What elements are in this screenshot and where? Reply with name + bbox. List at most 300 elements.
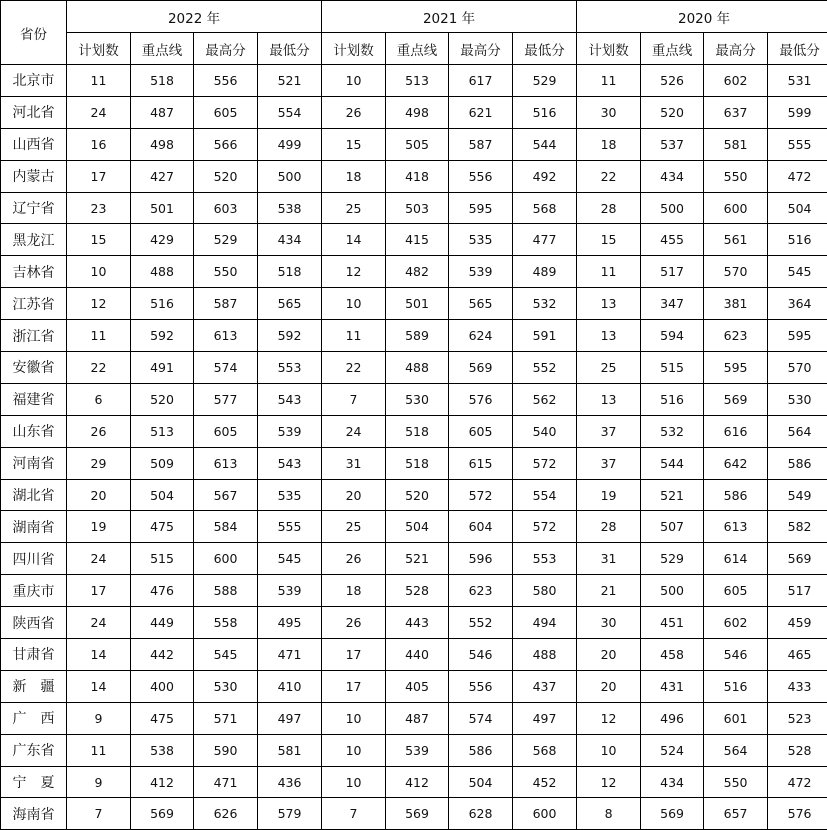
value-cell: 487 (386, 702, 449, 734)
value-cell: 517 (768, 575, 827, 607)
value-cell: 20 (577, 639, 641, 671)
value-cell: 595 (704, 352, 768, 384)
value-cell: 553 (513, 543, 577, 575)
value-cell: 442 (131, 639, 194, 671)
value-cell: 605 (194, 415, 258, 447)
province-cell: 江苏省 (1, 288, 67, 320)
header-row-years (1, 1, 827, 33)
value-cell: 497 (513, 702, 577, 734)
value-cell: 24 (322, 415, 386, 447)
province-cell: 山东省 (1, 415, 67, 447)
value-cell: 26 (322, 96, 386, 128)
value-cell: 581 (704, 128, 768, 160)
province-cell: 内蒙古 (1, 160, 67, 192)
value-cell: 605 (704, 575, 768, 607)
value-cell: 521 (386, 543, 449, 575)
value-cell: 17 (322, 639, 386, 671)
value-cell: 549 (768, 479, 827, 511)
value-cell: 17 (67, 575, 131, 607)
value-cell: 25 (577, 352, 641, 384)
value-cell: 10 (322, 702, 386, 734)
table-row (1, 256, 827, 288)
subcolumn-header: 计划数 (322, 33, 386, 65)
value-cell: 400 (131, 670, 194, 702)
value-cell: 571 (194, 702, 258, 734)
value-cell: 582 (768, 511, 827, 543)
value-cell: 12 (322, 256, 386, 288)
province-cell: 山西省 (1, 128, 67, 160)
value-cell: 8 (577, 798, 641, 830)
value-cell: 381 (704, 288, 768, 320)
value-cell: 586 (768, 447, 827, 479)
value-cell: 516 (704, 670, 768, 702)
value-cell: 11 (577, 65, 641, 97)
value-cell: 37 (577, 415, 641, 447)
value-cell: 566 (194, 128, 258, 160)
value-cell: 491 (131, 352, 194, 384)
table-row (1, 607, 827, 639)
value-cell: 546 (449, 639, 513, 671)
value-cell: 347 (641, 288, 704, 320)
value-cell: 538 (131, 734, 194, 766)
value-cell: 576 (768, 798, 827, 830)
value-cell: 568 (513, 192, 577, 224)
value-cell: 476 (131, 575, 194, 607)
value-cell: 449 (131, 607, 194, 639)
value-cell: 518 (386, 447, 449, 479)
value-cell: 572 (513, 447, 577, 479)
value-cell: 472 (768, 160, 827, 192)
value-cell: 30 (577, 96, 641, 128)
value-cell: 488 (386, 352, 449, 384)
value-cell: 443 (386, 607, 449, 639)
value-cell: 550 (194, 256, 258, 288)
value-cell: 31 (322, 447, 386, 479)
value-cell: 581 (258, 734, 322, 766)
value-cell: 10 (322, 65, 386, 97)
value-cell: 623 (449, 575, 513, 607)
subcolumn-header: 最高分 (194, 33, 258, 65)
value-cell: 475 (131, 702, 194, 734)
value-cell: 437 (513, 670, 577, 702)
province-cell: 辽宁省 (1, 192, 67, 224)
value-cell: 434 (641, 160, 704, 192)
value-cell: 10 (322, 766, 386, 798)
table-header (1, 1, 827, 65)
value-cell: 621 (449, 96, 513, 128)
value-cell: 576 (449, 383, 513, 415)
year-header-2020: 2020 年 (577, 1, 827, 33)
subcolumn-header: 最高分 (704, 33, 768, 65)
subcolumn-header: 计划数 (67, 33, 131, 65)
value-cell: 7 (322, 798, 386, 830)
value-cell: 30 (577, 607, 641, 639)
value-cell: 515 (641, 352, 704, 384)
table-row (1, 798, 827, 830)
value-cell: 604 (449, 511, 513, 543)
value-cell: 10 (322, 734, 386, 766)
value-cell: 18 (577, 128, 641, 160)
value-cell: 472 (768, 766, 827, 798)
subcolumn-header: 最低分 (513, 33, 577, 65)
province-cell: 海南省 (1, 798, 67, 830)
value-cell: 556 (449, 670, 513, 702)
value-cell: 642 (704, 447, 768, 479)
value-cell: 588 (194, 575, 258, 607)
value-cell: 19 (67, 511, 131, 543)
year-header-2022: 2022 年 (67, 1, 322, 33)
value-cell: 516 (768, 224, 827, 256)
value-cell: 626 (194, 798, 258, 830)
value-cell: 596 (449, 543, 513, 575)
value-cell: 509 (131, 447, 194, 479)
table-row (1, 734, 827, 766)
value-cell: 471 (258, 639, 322, 671)
value-cell: 15 (67, 224, 131, 256)
value-cell: 17 (67, 160, 131, 192)
value-cell: 569 (449, 352, 513, 384)
subcolumn-header: 计划数 (577, 33, 641, 65)
value-cell: 513 (131, 415, 194, 447)
value-cell: 554 (513, 479, 577, 511)
value-cell: 418 (386, 160, 449, 192)
table-row (1, 192, 827, 224)
value-cell: 16 (67, 128, 131, 160)
value-cell: 19 (577, 479, 641, 511)
value-cell: 544 (641, 447, 704, 479)
value-cell: 539 (258, 415, 322, 447)
value-cell: 20 (577, 670, 641, 702)
value-cell: 623 (704, 320, 768, 352)
value-cell: 497 (258, 702, 322, 734)
value-cell: 11 (577, 256, 641, 288)
value-cell: 586 (704, 479, 768, 511)
value-cell: 20 (322, 479, 386, 511)
value-cell: 565 (449, 288, 513, 320)
value-cell: 530 (386, 383, 449, 415)
province-cell: 重庆市 (1, 575, 67, 607)
value-cell: 520 (194, 160, 258, 192)
value-cell: 530 (194, 670, 258, 702)
table-row (1, 415, 827, 447)
value-cell: 488 (131, 256, 194, 288)
value-cell: 595 (768, 320, 827, 352)
value-cell: 11 (67, 65, 131, 97)
value-cell: 550 (704, 766, 768, 798)
value-cell: 504 (131, 479, 194, 511)
value-cell: 552 (449, 607, 513, 639)
value-cell: 532 (641, 415, 704, 447)
value-cell: 599 (768, 96, 827, 128)
value-cell: 24 (67, 96, 131, 128)
subcolumn-header: 重点线 (131, 33, 194, 65)
value-cell: 498 (386, 96, 449, 128)
value-cell: 535 (258, 479, 322, 511)
value-cell: 526 (641, 65, 704, 97)
value-cell: 440 (386, 639, 449, 671)
value-cell: 555 (258, 511, 322, 543)
value-cell: 18 (322, 160, 386, 192)
value-cell: 587 (194, 288, 258, 320)
value-cell: 17 (322, 670, 386, 702)
province-cell: 广 西 (1, 702, 67, 734)
value-cell: 586 (449, 734, 513, 766)
value-cell: 539 (258, 575, 322, 607)
province-cell: 北京市 (1, 65, 67, 97)
province-cell: 陕西省 (1, 607, 67, 639)
value-cell: 13 (577, 288, 641, 320)
value-cell: 564 (768, 415, 827, 447)
table-row (1, 288, 827, 320)
value-cell: 10 (322, 288, 386, 320)
value-cell: 22 (322, 352, 386, 384)
value-cell: 495 (258, 607, 322, 639)
value-cell: 572 (449, 479, 513, 511)
table-row (1, 352, 827, 384)
value-cell: 20 (67, 479, 131, 511)
value-cell: 567 (194, 479, 258, 511)
value-cell: 7 (322, 383, 386, 415)
subcolumn-header: 最低分 (258, 33, 322, 65)
value-cell: 500 (641, 192, 704, 224)
table-row (1, 96, 827, 128)
value-cell: 591 (513, 320, 577, 352)
value-cell: 561 (704, 224, 768, 256)
province-cell: 甘肃省 (1, 639, 67, 671)
value-cell: 452 (513, 766, 577, 798)
value-cell: 516 (131, 288, 194, 320)
value-cell: 11 (67, 734, 131, 766)
value-cell: 515 (131, 543, 194, 575)
value-cell: 507 (641, 511, 704, 543)
value-cell: 458 (641, 639, 704, 671)
value-cell: 501 (131, 192, 194, 224)
value-cell: 529 (194, 224, 258, 256)
value-cell: 558 (194, 607, 258, 639)
value-cell: 592 (258, 320, 322, 352)
value-cell: 624 (449, 320, 513, 352)
value-cell: 574 (449, 702, 513, 734)
value-cell: 21 (577, 575, 641, 607)
province-cell: 吉林省 (1, 256, 67, 288)
value-cell: 523 (768, 702, 827, 734)
value-cell: 516 (641, 383, 704, 415)
value-cell: 552 (513, 352, 577, 384)
province-cell: 河南省 (1, 447, 67, 479)
value-cell: 9 (67, 766, 131, 798)
value-cell: 539 (449, 256, 513, 288)
value-cell: 601 (704, 702, 768, 734)
value-cell: 431 (641, 670, 704, 702)
year-header-2021: 2021 年 (322, 1, 577, 33)
province-cell: 浙江省 (1, 320, 67, 352)
value-cell: 451 (641, 607, 704, 639)
value-cell: 9 (67, 702, 131, 734)
table-row (1, 575, 827, 607)
value-cell: 603 (194, 192, 258, 224)
value-cell: 565 (258, 288, 322, 320)
subcolumn-header: 重点线 (386, 33, 449, 65)
value-cell: 600 (194, 543, 258, 575)
value-cell: 524 (641, 734, 704, 766)
value-cell: 550 (704, 160, 768, 192)
province-cell: 黑龙江 (1, 224, 67, 256)
value-cell: 429 (131, 224, 194, 256)
province-cell: 湖南省 (1, 511, 67, 543)
value-cell: 15 (322, 128, 386, 160)
province-column-header: 省份 (1, 1, 67, 65)
value-cell: 477 (513, 224, 577, 256)
value-cell: 570 (704, 256, 768, 288)
value-cell: 546 (704, 639, 768, 671)
value-cell: 535 (449, 224, 513, 256)
value-cell: 529 (641, 543, 704, 575)
value-cell: 545 (194, 639, 258, 671)
value-cell: 10 (67, 256, 131, 288)
value-cell: 28 (577, 511, 641, 543)
value-cell: 579 (258, 798, 322, 830)
province-cell: 湖北省 (1, 479, 67, 511)
table-row (1, 543, 827, 575)
value-cell: 28 (577, 192, 641, 224)
value-cell: 10 (577, 734, 641, 766)
value-cell: 589 (386, 320, 449, 352)
value-cell: 433 (768, 670, 827, 702)
value-cell: 587 (449, 128, 513, 160)
value-cell: 12 (67, 288, 131, 320)
value-cell: 617 (449, 65, 513, 97)
value-cell: 532 (513, 288, 577, 320)
value-cell: 11 (322, 320, 386, 352)
value-cell: 516 (513, 96, 577, 128)
table-row (1, 383, 827, 415)
value-cell: 15 (577, 224, 641, 256)
value-cell: 569 (386, 798, 449, 830)
value-cell: 553 (258, 352, 322, 384)
value-cell: 13 (577, 320, 641, 352)
value-cell: 434 (641, 766, 704, 798)
value-cell: 14 (67, 639, 131, 671)
subcolumn-header: 最高分 (449, 33, 513, 65)
value-cell: 459 (768, 607, 827, 639)
value-cell: 592 (131, 320, 194, 352)
value-cell: 487 (131, 96, 194, 128)
value-cell: 605 (194, 96, 258, 128)
province-cell: 福建省 (1, 383, 67, 415)
value-cell: 26 (67, 415, 131, 447)
header-row-subcolumns (1, 33, 827, 65)
value-cell: 37 (577, 447, 641, 479)
value-cell: 529 (513, 65, 577, 97)
value-cell: 539 (386, 734, 449, 766)
value-cell: 482 (386, 256, 449, 288)
table-row (1, 639, 827, 671)
value-cell: 545 (258, 543, 322, 575)
value-cell: 427 (131, 160, 194, 192)
value-cell: 6 (67, 383, 131, 415)
value-cell: 504 (449, 766, 513, 798)
value-cell: 615 (449, 447, 513, 479)
value-cell: 577 (194, 383, 258, 415)
value-cell: 518 (131, 65, 194, 97)
value-cell: 537 (641, 128, 704, 160)
value-cell: 518 (258, 256, 322, 288)
value-cell: 25 (322, 192, 386, 224)
value-cell: 14 (67, 670, 131, 702)
value-cell: 605 (449, 415, 513, 447)
value-cell: 26 (322, 543, 386, 575)
table-row (1, 766, 827, 798)
value-cell: 13 (577, 383, 641, 415)
value-cell: 501 (386, 288, 449, 320)
value-cell: 505 (386, 128, 449, 160)
value-cell: 465 (768, 639, 827, 671)
value-cell: 568 (513, 734, 577, 766)
table-row (1, 320, 827, 352)
value-cell: 503 (386, 192, 449, 224)
value-cell: 600 (513, 798, 577, 830)
value-cell: 564 (704, 734, 768, 766)
value-cell: 24 (67, 607, 131, 639)
value-cell: 520 (386, 479, 449, 511)
value-cell: 364 (768, 288, 827, 320)
value-cell: 24 (67, 543, 131, 575)
value-cell: 504 (386, 511, 449, 543)
table-row (1, 511, 827, 543)
value-cell: 556 (194, 65, 258, 97)
value-cell: 410 (258, 670, 322, 702)
value-cell: 613 (704, 511, 768, 543)
value-cell: 26 (322, 607, 386, 639)
value-cell: 602 (704, 607, 768, 639)
value-cell: 570 (768, 352, 827, 384)
value-cell: 569 (641, 798, 704, 830)
value-cell: 628 (449, 798, 513, 830)
value-cell: 29 (67, 447, 131, 479)
value-cell: 412 (131, 766, 194, 798)
value-cell: 544 (513, 128, 577, 160)
value-cell: 488 (513, 639, 577, 671)
value-cell: 520 (641, 96, 704, 128)
value-cell: 530 (768, 383, 827, 415)
subcolumn-header: 最低分 (768, 33, 827, 65)
value-cell: 504 (768, 192, 827, 224)
subcolumn-header: 重点线 (641, 33, 704, 65)
value-cell: 31 (577, 543, 641, 575)
value-cell: 614 (704, 543, 768, 575)
province-cell: 四川省 (1, 543, 67, 575)
value-cell: 520 (131, 383, 194, 415)
value-cell: 580 (513, 575, 577, 607)
table-row (1, 670, 827, 702)
province-cell: 广东省 (1, 734, 67, 766)
value-cell: 12 (577, 766, 641, 798)
value-cell: 595 (449, 192, 513, 224)
value-cell: 405 (386, 670, 449, 702)
value-cell: 657 (704, 798, 768, 830)
value-cell: 11 (67, 320, 131, 352)
value-cell: 556 (449, 160, 513, 192)
value-cell: 471 (194, 766, 258, 798)
value-cell: 412 (386, 766, 449, 798)
value-cell: 528 (768, 734, 827, 766)
value-cell: 528 (386, 575, 449, 607)
value-cell: 496 (641, 702, 704, 734)
province-cell: 安徽省 (1, 352, 67, 384)
value-cell: 574 (194, 352, 258, 384)
province-cell: 宁 夏 (1, 766, 67, 798)
value-cell: 594 (641, 320, 704, 352)
